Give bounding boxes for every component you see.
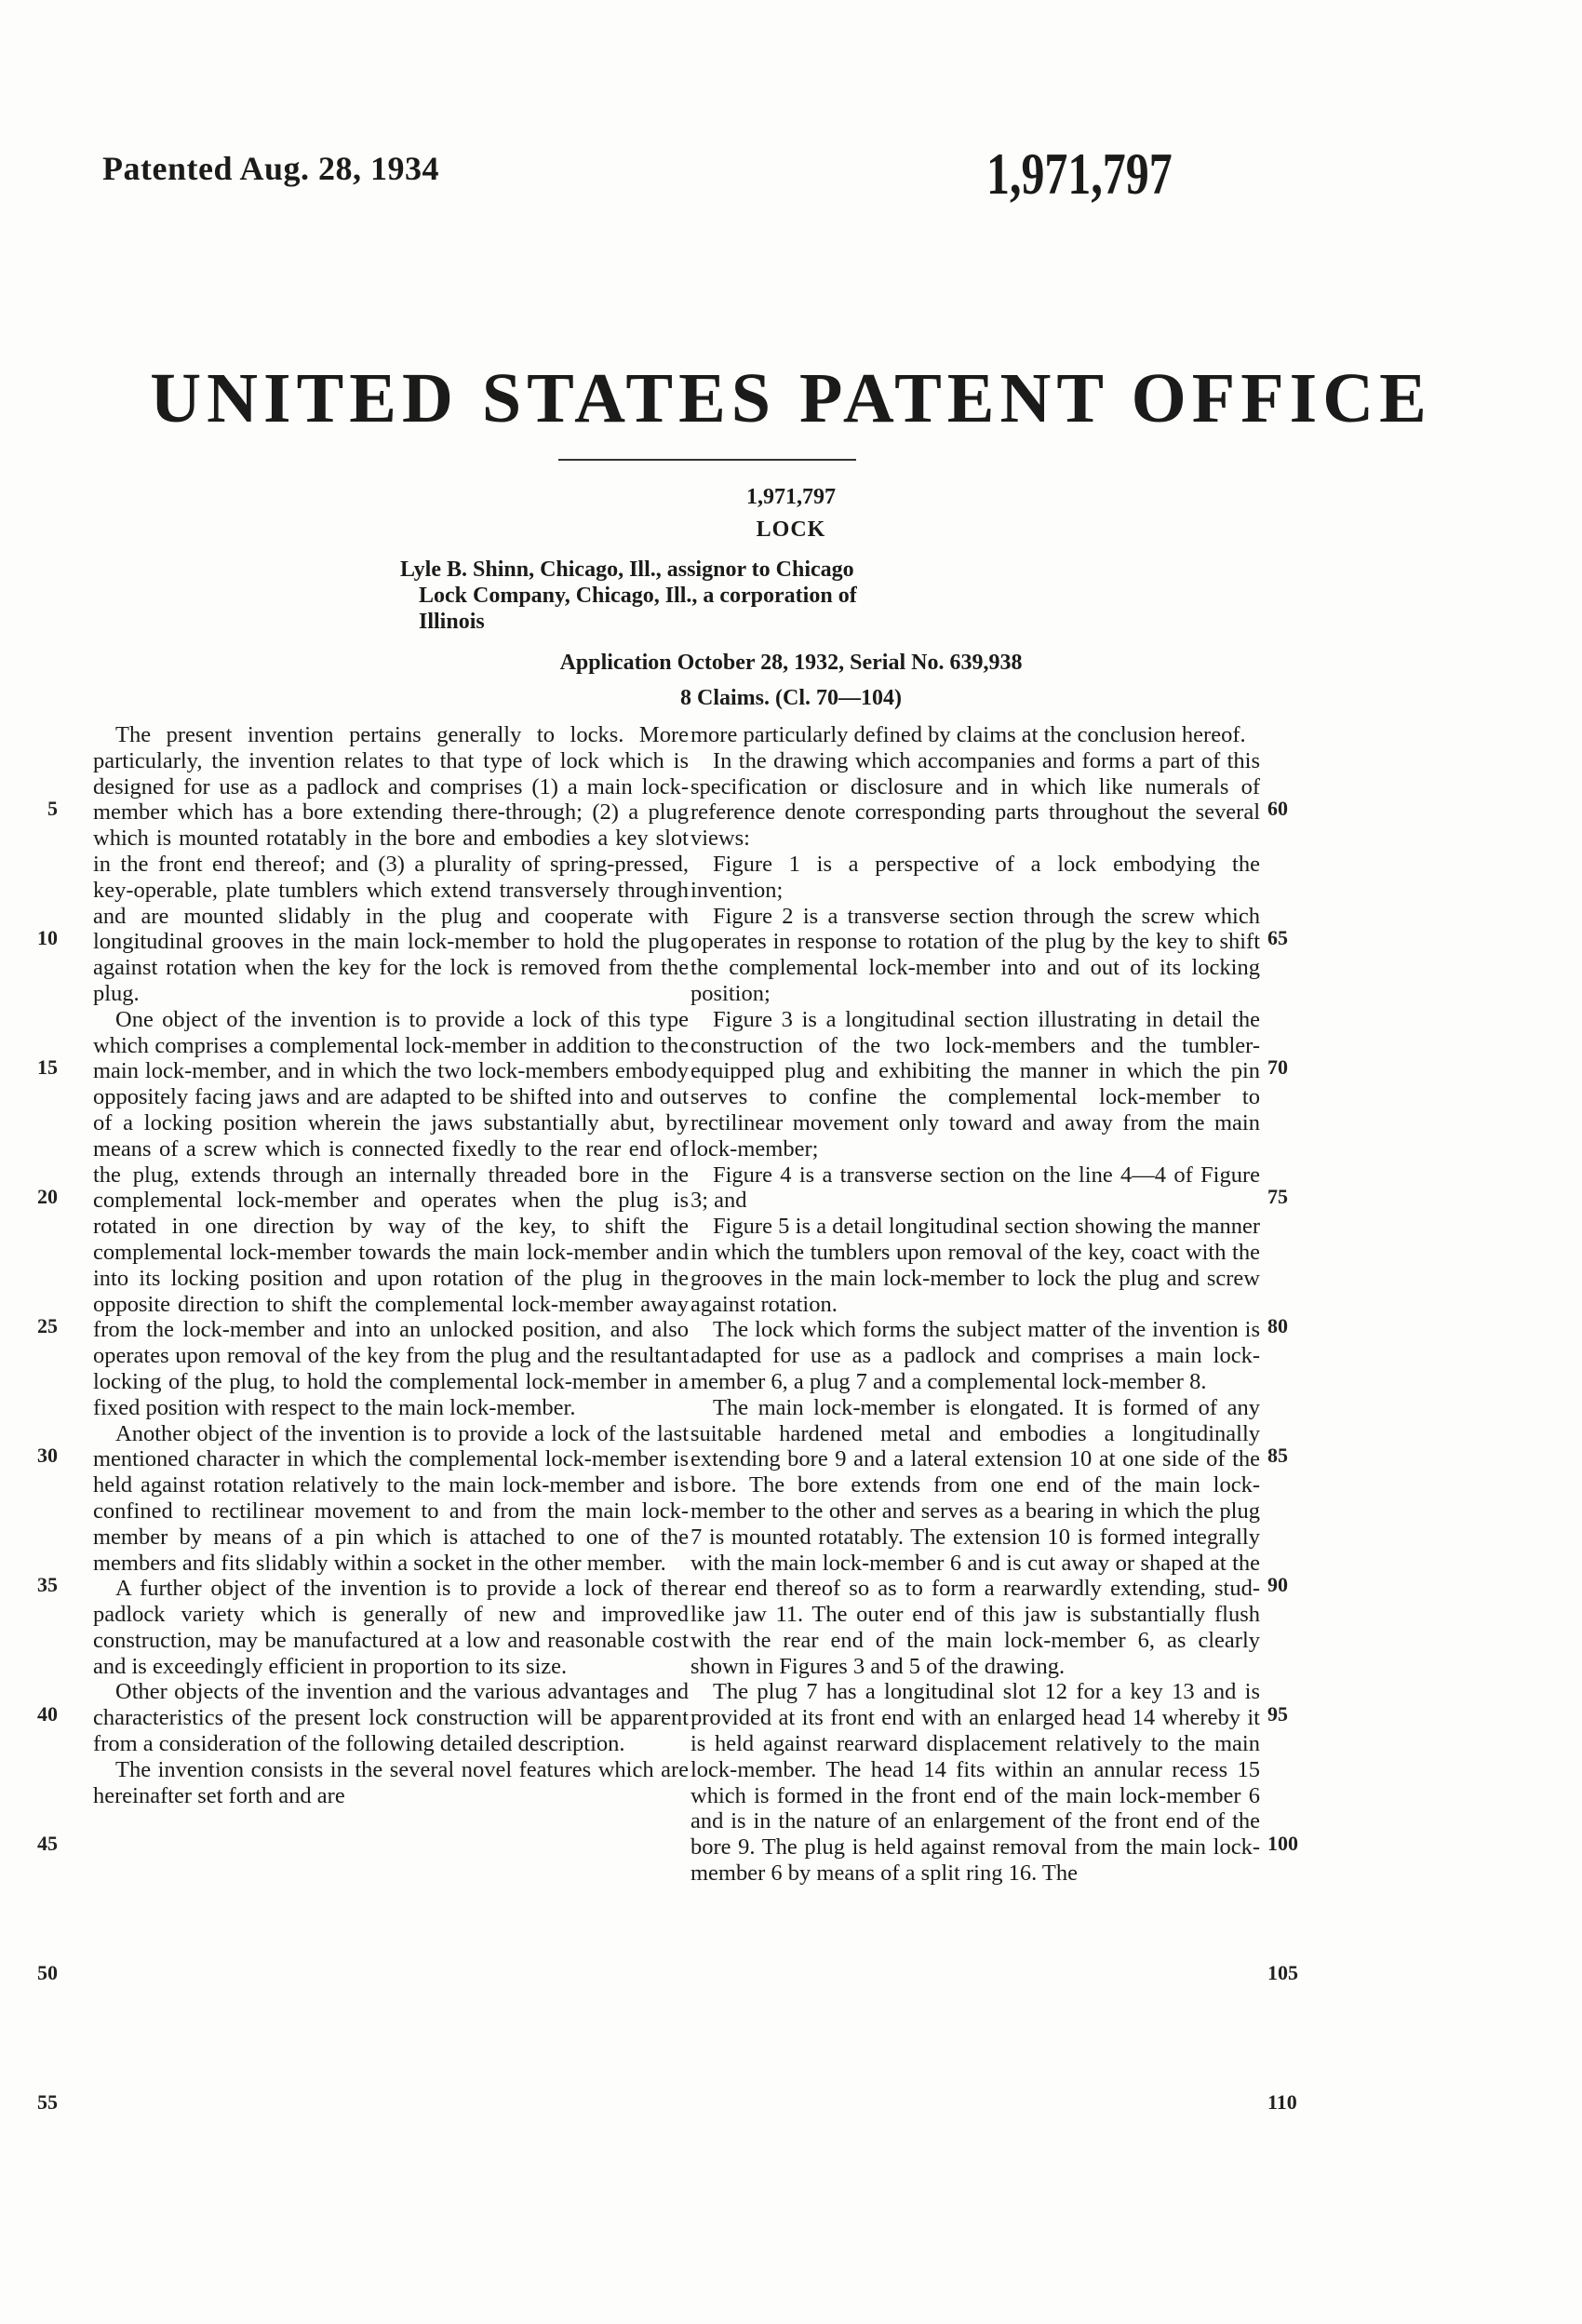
paragraph: In the drawing which accompanies and forms a part of this specification or disclosure and in which like numerals of reference denote corresponding parts throughout the several views:	[690, 747, 1260, 852]
line-number: 95	[1267, 1702, 1288, 1726]
invention-title: LOCK	[756, 517, 826, 542]
line-number: 15	[37, 1055, 58, 1079]
paragraph: The invention consists in the several novel features which are hereinafter set forth and are	[93, 1756, 689, 1808]
paragraph: Figure 4 is a transverse section on the line 4—4 of Figure 3; and	[690, 1162, 1260, 1214]
line-number: 55	[37, 2090, 58, 2114]
title-patent-number: 1,971,797	[746, 485, 836, 509]
line-number: 65	[1267, 926, 1288, 949]
line-number: 110	[1267, 2090, 1297, 2114]
paragraph: The plug 7 has a longitudinal slot 12 for a key 13 and is provided at its front end with an enlarged head 14 whereby it is held against rearward displacement relatively to the main lock-member. The head 14 fits within an annular recess 15 which is formed in the front end of the main lock-member 6 and is in the nature of an enlargement of the front end of the bore 9. The plug is held against removal from the main lock-member 6 by means of a split ring 16. The	[690, 1679, 1260, 1887]
line-number: 40	[37, 1702, 58, 1726]
line-number: 75	[1267, 1185, 1288, 1208]
line-number: 35	[37, 1573, 58, 1596]
line-number: 60	[1267, 797, 1288, 820]
paragraph: One object of the invention is to provide a lock of this type which comprises a complemental lock-member in addition to the main lock-member, and in which the two lock-members embody oppositely facing jaws and are adapted to be shifted into and out of a locking position wherein the jaws substantially abut, by means of a screw which is connected fixedly to the rear end of the plug, extends through an internally threaded bore in the complemental lock-member and operates when the plug is rotated in one direction by way of the key, to shift the complemental lock-member towards the main lock-member and into its locking position and upon rotation of the plug in the opposite direction to shift the complemental lock-member away from the lock-member and into an unlocked position, and also operates upon removal of the key from the plug and the resultant locking of the plug, to hold the complemental lock-member in a fixed position with respect to the main lock-member.	[93, 1006, 689, 1420]
line-number: 85	[1267, 1444, 1288, 1467]
line-number: 80	[1267, 1314, 1288, 1337]
header-divider	[558, 459, 856, 461]
line-number: 25	[37, 1314, 58, 1337]
paragraph: more particularly defined by claims at the conclusion hereof.	[690, 722, 1246, 747]
office-heading: UNITED STATES PATENT OFFICE	[150, 359, 1432, 437]
paragraph: Other objects of the invention and the various advantages and characteristics of the present lock construction will be apparent from a consideration of the following detailed description.	[93, 1679, 689, 1757]
application-line: Application October 28, 1932, Serial No. 639,938	[559, 651, 1023, 675]
line-number: 90	[1267, 1573, 1288, 1596]
paragraph: Figure 5 is a detail longitudinal section showing the manner in which the tumblers upon removal of the key, coact with the grooves in the main lock-member to lock the plug and screw against rotation.	[690, 1214, 1260, 1317]
patent-number: 1,971,797	[986, 141, 1173, 207]
inventor-line: Illinois	[419, 610, 485, 634]
line-number: 5	[47, 797, 58, 820]
left-column	[93, 722, 689, 1808]
line-number: 50	[37, 1961, 58, 1984]
line-number: 20	[37, 1185, 58, 1208]
paragraph: The present invention pertains generally to locks. More particularly, the invention relates to that type of lock which is designed for use as a padlock and comprises (1) a main lock-member which has a bore extending there-through; (2) a plug which is mounted rotatably in the bore and embodies a key slot in the front end thereof; and (3) a plurality of spring-pressed, key-operable, plate tumblers which extend transversely through and are mounted slidably in the plug and cooperate with longitudinal grooves in the main lock-member to hold the plug against rotation when the key for the lock is removed from the plug.	[93, 722, 689, 1006]
inventor-line: Lyle B. Shinn, Chicago, Ill., assignor to Chicago	[400, 557, 854, 582]
line-number: 100	[1267, 1832, 1298, 1855]
line-number: 45	[37, 1832, 58, 1855]
line-number: 70	[1267, 1055, 1288, 1079]
inventor-line: Lock Company, Chicago, Ill., a corporation of	[419, 584, 857, 608]
line-number: 10	[37, 926, 58, 949]
line-number: 105	[1267, 1961, 1298, 1984]
paragraph: Figure 3 is a longitudinal section illustrating in detail the construction of the two lock-members and the tumbler-equipped plug and exhibiting the manner in which the pin serves to confine the complemental lock-member to rectilinear movement only toward and away from the main lock-member;	[690, 1006, 1260, 1162]
paragraph: Another object of the invention is to provide a lock of the last mentioned character in which the complemental lock-member is held against rotation relatively to the main lock-member and is confined to rectilinear movement to and from the main lock-member by means of a pin which is attached to one of the members and fits slidably within a socket in the other member.	[93, 1420, 689, 1576]
paragraph: Figure 1 is a perspective of a lock embodying the invention;	[690, 851, 1260, 903]
patented-date: Patented Aug. 28, 1934	[102, 150, 439, 187]
claims-line: 8 Claims. (Cl. 70—104)	[680, 686, 902, 710]
line-number: 30	[37, 1444, 58, 1467]
paragraph: A further object of the invention is to provide a lock of the padlock variety which is generally of new and improved construction, may be manufactured at a low and reasonable cost and is exceedingly efficient in proportion to its size.	[93, 1576, 689, 1679]
inventor-block	[400, 557, 996, 635]
paragraph: Figure 2 is a transverse section through the screw which operates in response to rotation of the plug by the key to shift the complemental lock-member into and out of its locking position;	[690, 903, 1260, 1006]
right-column	[690, 722, 1260, 1887]
paragraph: The main lock-member is elongated. It is formed of any suitable hardened metal and embodies a longitudinally extending bore 9 and a lateral extension 10 at one side of the bore. The bore extends from one end of the main lock-member to the other and serves as a bearing in which the plug 7 is mounted rotatably. The extension 10 is formed integrally with the main lock-member 6 and is cut away or shaped at the rear end thereof so as to form a rearwardly extending, stud-like jaw 11. The outer end of this jaw is substantially flush with the rear end of the main lock-member 6, as clearly shown in Figures 3 and 5 of the drawing.	[690, 1394, 1260, 1679]
paragraph: The lock which forms the subject matter of the invention is adapted for use as a padlock and comprises a main lock-member 6, a plug 7 and a complemental lock-member 8.	[690, 1317, 1260, 1394]
